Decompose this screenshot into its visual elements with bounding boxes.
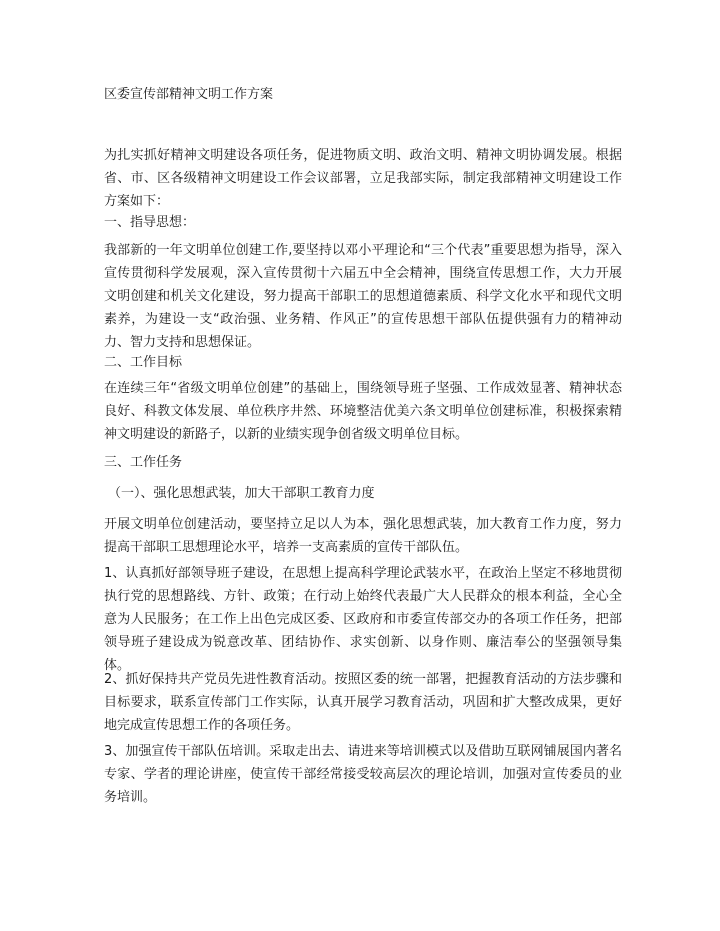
- task-item: 1、认真抓好部领导班子建设，在思想上提高科学理论武装水平，在政治上坚定不移地贯彻执行党的思想路线、方针、政策；在行动上始终代表最广大人民群众的根本利益，全心全意为人民服务；在工作上出色完成区委、区政府和市委宣传部交办的各项工作任务，把部领导班子建设成为锐意改革、团结协作、求实创新、以身作则、廉洁奉公的坚强领导集体。: [104, 566, 622, 673]
- task-item: 3、加强宣传干部队伍培训。采取走出去、请进来等培训模式以及借助互联网铺展国内著名专家、学者的理论讲座，使宣传干部经常接受较高层次的理论培训，加强对宣传委员的业务培训。: [104, 744, 622, 805]
- intro-paragraph: 为扎实抓好精神文明建设各项任务，促进物质文明、政治文明、精神文明协调发展。根据省、市、区各级精神文明建设工作会议部署，立足我部实际，制定我部精神文明建设工作方案如下：: [104, 148, 622, 209]
- section-heading-guiding-thought: 一、指导思想：: [104, 215, 196, 230]
- task-item: 2、抓好保持共产党员先进性教育活动。按照区委的统一部署，把握教育活动的方法步骤和目标要求，联系宣传部门工作实际，认真开展学习教育活动，巩固和扩大整改成果，更好地完成宣传思想工作的各项任务。: [104, 672, 622, 733]
- section-heading-work-tasks: 三、工作任务: [104, 455, 183, 470]
- document-title: 区委宣传部精神文明工作方案: [104, 87, 274, 102]
- guiding-thought-paragraph: 我部新的一年文明单位创建工作,要坚持以邓小平理论和“三个代表”重要思想为指导，深入宣传贯彻科学发展观，深入宣传贯彻十六届五中全会精神，围绕宣传思想工作，大力开展文明创建和机关文化建设，努力提高干部职工的思想道德素质、科学文化水平和现代文明素养，为建设一支“政治强、业务精、作风正”的宣传思想干部队伍提供强有力的精神动力、智力支持和思想保证。: [104, 243, 622, 350]
- section-heading-work-goals: 二、工作目标: [104, 355, 183, 370]
- work-goals-paragraph: 在连续三年“省级文明单位创建”的基础上，围绕领导班子坚强、工作成效显著、精神状态良好、科教文体发展、单位秩序井然、环境整洁优美六条文明单位创建标准，积极探索精神文明建设的新路子，以新的业绩实现争创省级文明单位目标。: [104, 381, 622, 442]
- subsection-heading: （一）、强化思想武装，加大干部职工教育力度: [108, 486, 375, 501]
- subsection-paragraph: 开展文明单位创建活动，要坚持立足以人为本，强化思想武装，加大教育工作力度，努力提高干部职工思想理论水平，培养一支高素质的宣传干部队伍。: [104, 517, 622, 555]
